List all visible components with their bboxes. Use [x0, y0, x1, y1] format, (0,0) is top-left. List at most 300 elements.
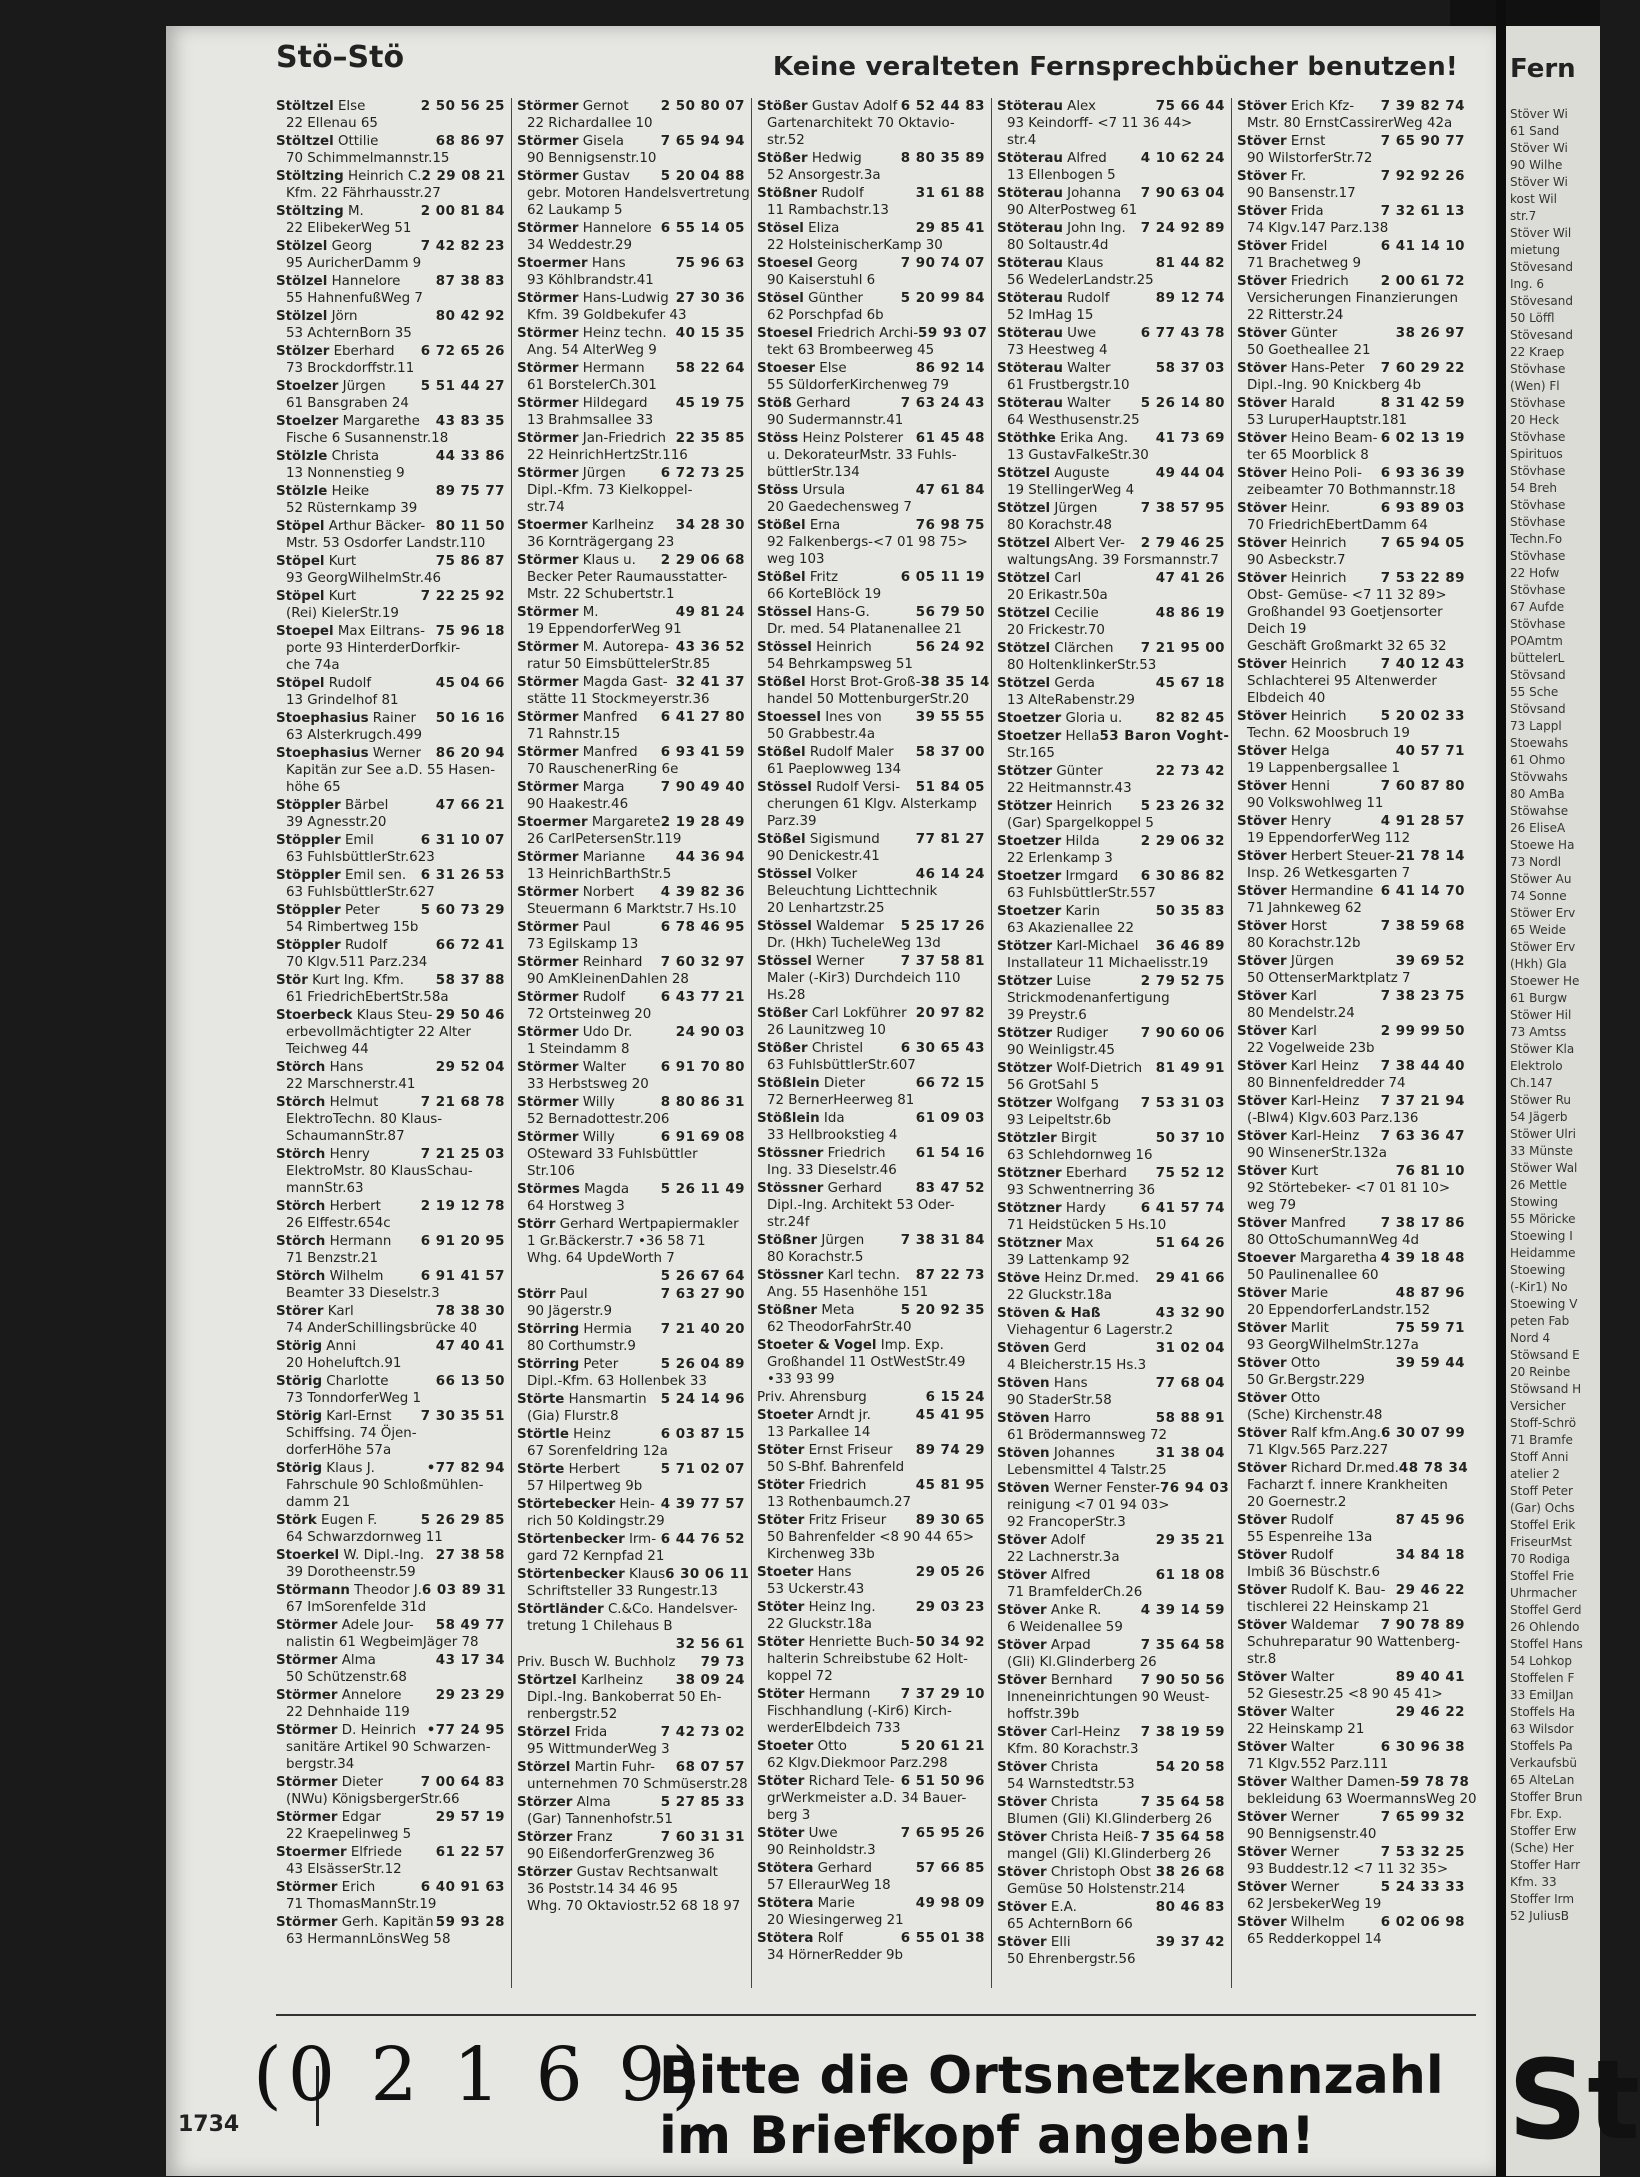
- entry-given: Reinhard: [578, 955, 643, 970]
- entry-surname: Stöver: [1237, 99, 1287, 114]
- entry-main-line: [276, 937, 505, 954]
- adjacent-page-line: 67 Aufde: [1510, 600, 1565, 614]
- entry-surname: Stoever: [1237, 1251, 1296, 1266]
- entry-name: [276, 483, 369, 500]
- listing-entry: [757, 1040, 985, 1074]
- entry-main-line: [517, 779, 745, 796]
- entry-surname: Störmer: [517, 885, 579, 900]
- entry-name: [517, 1129, 615, 1146]
- listing-entry: [276, 1233, 505, 1267]
- entry-phone: 75 96 63: [675, 256, 745, 271]
- entry-main-line: [1237, 360, 1465, 377]
- entry-given: Hansmartin: [564, 1392, 647, 1407]
- entry-surname: Stöltzing: [276, 169, 344, 184]
- entry-main-line: [276, 343, 505, 360]
- entry-name: [517, 1426, 611, 1443]
- entry-address: 74 AnderSchillingsbrücke 40: [286, 1321, 478, 1336]
- entry-phone: 81 44 82: [1155, 256, 1225, 271]
- listing-entry: [997, 1375, 1225, 1409]
- entry-address: 80 Soltaustr.4d: [1007, 238, 1109, 253]
- adjacent-page-line: Stöwer Hil: [1510, 1008, 1572, 1022]
- entry-surname: Stössel: [757, 919, 812, 934]
- entry-address: Insp. 26 Wetkesgarten 7: [1247, 866, 1411, 881]
- adjacent-page-line: 90 Wilhe: [1510, 158, 1563, 172]
- entry-given: C.&Co. Handelsver-: [603, 1602, 738, 1617]
- entry-name: [517, 1654, 675, 1671]
- entry-name: [276, 343, 395, 360]
- entry-main-line: [1237, 570, 1465, 587]
- entry-name: [997, 1724, 1120, 1741]
- entry-name: [997, 1235, 1094, 1252]
- entry-surname: Stöver: [1237, 989, 1287, 1004]
- entry-address: 19 EppendorferWeg 91: [527, 622, 682, 637]
- entry-address: 19 StellingerWeg 4: [1007, 483, 1135, 498]
- entry-surname: Störmer: [517, 640, 579, 655]
- entry-main-line: [517, 1216, 745, 1233]
- entry-name: [276, 1652, 376, 1669]
- entry-phone: 51 84 05: [915, 780, 985, 795]
- entry-main-line: [997, 1899, 1225, 1916]
- entry-phone: 76 94 03: [1159, 1481, 1230, 1496]
- entry-name: [1237, 238, 1327, 255]
- listing-entry: [997, 1899, 1225, 1933]
- adjacent-page-line: 70 Rodiga: [1510, 1552, 1571, 1566]
- entry-address: tischlerei 22 Heinskamp 21: [1247, 1600, 1430, 1615]
- entry-phone: 7 30 35 51: [420, 1409, 505, 1424]
- entry-main-line: [517, 133, 745, 150]
- entry-address: 6 Weidenallee 59: [1007, 1620, 1123, 1635]
- entry-surname: Stöpel: [276, 589, 325, 604]
- adjacent-page-line: Stövhase: [1510, 583, 1566, 597]
- entry-address: 63 FuhlsbüttlerStr.607: [767, 1058, 916, 1073]
- entry-name: [517, 465, 626, 482]
- entry-phone: 40 57 71: [1395, 744, 1465, 759]
- entry-surname: Stötzel: [997, 501, 1051, 516]
- entry-name: [517, 1356, 618, 1373]
- entry-given: Margarethe: [338, 414, 420, 429]
- entry-surname: Störmer: [517, 431, 579, 446]
- entry-name: [276, 378, 386, 395]
- entry-phone: 45 19 75: [675, 396, 745, 411]
- entry-address: 39 Dorotheenstr.59: [286, 1565, 416, 1580]
- entry-given: Hannelore: [327, 274, 401, 289]
- entry-given: Gustav: [578, 169, 630, 184]
- entry-main-line: [1237, 1285, 1465, 1302]
- entry-main-line: [757, 569, 985, 586]
- entry-address: 52 ImHag 15: [1007, 308, 1094, 323]
- entry-address: 90 Sudermannstr.41: [767, 413, 904, 428]
- entry-surname: Stöver: [1237, 1129, 1287, 1144]
- entry-address: gebr. Motoren Handelsvertretung: [527, 186, 750, 201]
- entry-given: Hans-Ludwig: [578, 291, 669, 306]
- entry-main-line: [997, 570, 1225, 587]
- entry-given: Heinrich: [1286, 709, 1347, 724]
- entry-phone: 5 60 73 29: [420, 903, 505, 918]
- entry-given: Cecilie: [1050, 606, 1099, 621]
- entry-main-line: [517, 325, 745, 342]
- entry-surname: Stöver: [997, 1603, 1047, 1618]
- listing-entry: [517, 709, 745, 743]
- listing-entry: [1237, 953, 1465, 987]
- adjacent-page-line: 61 Burgw: [1510, 991, 1568, 1005]
- entry-surname: Störmer: [517, 710, 579, 725]
- entry-phone: 5 26 29 85: [420, 1513, 505, 1528]
- entry-main-line: [517, 674, 745, 691]
- entry-given: Gerhard: [823, 1181, 883, 1196]
- entry-given: Gustav Adolf: [807, 99, 898, 114]
- entry-surname: Stöver: [1237, 571, 1287, 586]
- entry-given: Manfred: [578, 745, 638, 760]
- entry-phone: 29 41 66: [1155, 1271, 1225, 1286]
- entry-main-line: [276, 1460, 505, 1477]
- entry-main-line: [517, 1268, 745, 1285]
- entry-name: [517, 552, 636, 569]
- entry-name: [757, 744, 894, 761]
- entry-name: [276, 1094, 378, 1111]
- entry-given: Erich Kfz-: [1286, 99, 1355, 114]
- entry-address: Fahrschule 90 Schloßmühlen-: [286, 1478, 484, 1493]
- entry-main-line: [997, 763, 1225, 780]
- entry-main-line: [276, 273, 505, 290]
- entry-given: Marga: [578, 780, 625, 795]
- entry-given: Hermia: [579, 1322, 632, 1337]
- entry-name: [517, 884, 634, 901]
- listing-entry: [1237, 1425, 1465, 1459]
- entry-main-line: [1237, 1669, 1465, 1686]
- entry-main-line: [517, 1321, 745, 1338]
- entry-address: Kfm. 22 Fährhausstr.27: [286, 186, 441, 201]
- entry-phone: 2 79 52 75: [1140, 974, 1225, 989]
- entry-name: [997, 1672, 1113, 1689]
- entry-main-line: [517, 1864, 745, 1881]
- listing-entry: [997, 570, 1225, 604]
- entry-address: Großhandel 93 Goetjensorter: [1247, 605, 1443, 620]
- entry-address: 63 FuhlsbüttlerStr.557: [1007, 886, 1156, 901]
- entry-address: 39 Lattenkamp 92: [1007, 1253, 1130, 1268]
- entry-surname: Störring: [517, 1357, 580, 1372]
- entry-main-line: [1237, 133, 1465, 150]
- entry-main-line: [997, 1567, 1225, 1584]
- entry-main-line: [757, 1145, 985, 1162]
- listing-entry: [517, 1268, 745, 1285]
- entry-main-line: [1237, 988, 1465, 1005]
- entry-main-line: [276, 133, 505, 150]
- entry-address: 80 Korachstr.12b: [1247, 936, 1361, 951]
- entry-phone: 4 39 18 48: [1380, 1251, 1465, 1266]
- entry-surname: Stössel: [757, 780, 812, 795]
- listing-entry: [1237, 1914, 1465, 1948]
- listing-entry: [997, 833, 1225, 867]
- entry-address: 90 Jägerstr.9: [527, 1304, 612, 1319]
- adjacent-page-line: POAmtm: [1510, 634, 1563, 648]
- entry-name: [757, 604, 870, 621]
- entry-given: Else: [814, 361, 847, 376]
- entry-phone: 6 15 24: [925, 1390, 985, 1405]
- entry-address: 55 Espenreihe 13a: [1247, 1530, 1373, 1545]
- entry-surname: Stöver: [1237, 1845, 1287, 1860]
- entry-main-line: [1237, 656, 1465, 673]
- entry-surname: Stöver: [1237, 1059, 1287, 1074]
- entry-address: 71 Jahnkeweg 62: [1247, 901, 1362, 916]
- entry-address: 61 FriedrichEbertStr.58a: [286, 990, 449, 1005]
- entry-surname: Stoermer: [517, 518, 588, 533]
- entry-phone: 7 63 27 90: [660, 1287, 745, 1302]
- entry-address: 74 Klgv.147 Parz.138: [1247, 221, 1389, 236]
- entry-address: 90 Bennigsenstr.40: [1247, 1827, 1377, 1842]
- entry-name: [1237, 883, 1373, 900]
- entry-phone: 44 33 86: [435, 449, 505, 464]
- entry-address: 52 Ansorgestr.3a: [767, 168, 881, 183]
- entry-main-line: [276, 1512, 505, 1529]
- adjacent-page-line: Stowing: [1510, 1195, 1559, 1209]
- listing-entry: [997, 1165, 1225, 1199]
- entry-phone: 54 20 58: [1155, 1760, 1225, 1775]
- entry-address: 71 Benzstr.21: [286, 1251, 379, 1266]
- entry-given: Werner: [1286, 1810, 1340, 1825]
- entry-address: 90 StaderStr.58: [1007, 1393, 1112, 1408]
- adjacent-page-line: Stoffer Erw: [1510, 1824, 1577, 1838]
- entry-address: Dipl.-Ing. 90 Knickberg 4b: [1247, 378, 1421, 393]
- listing-entry: [517, 1566, 750, 1600]
- entry-address: 93 GeorgWilhelmStr.127a: [1247, 1338, 1419, 1353]
- entry-given: Ursula: [798, 483, 846, 498]
- entry-main-line: [757, 1407, 985, 1424]
- entry-address: 80 Mendelstr.24: [1247, 1006, 1355, 1021]
- entry-surname: Störk: [276, 1513, 317, 1528]
- entry-address: 80 Binnenfeldredder 74: [1247, 1076, 1406, 1091]
- entry-address: Lebensmittel 4 Talstr.25: [1007, 1463, 1167, 1478]
- entry-phone: 29 50 46: [435, 1008, 505, 1023]
- entry-given: Karl: [1286, 989, 1317, 1004]
- entry-address: Blumen (Gli) Kl.Glinderberg 26: [1007, 1812, 1213, 1827]
- adjacent-page-line: Stöwer Ulri: [1510, 1127, 1576, 1141]
- listing-entry: [997, 1794, 1225, 1828]
- entry-name: [1237, 1512, 1333, 1529]
- listing-entry: [997, 1410, 1225, 1444]
- entry-main-line: [517, 1724, 745, 1741]
- entry-address: 22 Kraepelinweg 5: [286, 1827, 412, 1842]
- entry-surname: Stöver: [1237, 1670, 1287, 1685]
- entry-address: Mstr. 80 ErnstCassirerWeg 42a: [1247, 116, 1453, 131]
- entry-given: Ralf kfm.Ang.: [1286, 1426, 1382, 1441]
- entry-given: Henry: [325, 1147, 370, 1162]
- entry-phone: 7 63 36 47: [1380, 1129, 1465, 1144]
- entry-surname: Störch: [276, 1095, 326, 1110]
- entry-phone: 58 37 00: [915, 745, 985, 760]
- listing-entry: [517, 1864, 745, 1915]
- entry-main-line: [517, 1794, 745, 1811]
- entry-name: [997, 570, 1081, 587]
- entry-surname: Stöver: [1237, 814, 1287, 829]
- listing-entry: [517, 133, 745, 167]
- listing-entry: [517, 884, 745, 918]
- entry-name: [517, 1672, 643, 1689]
- entry-name: [997, 1025, 1108, 1042]
- entry-name: [276, 1268, 383, 1285]
- entry-name: [997, 973, 1091, 990]
- entry-surname: Störr: [517, 1217, 556, 1232]
- entry-given: Eberhard: [329, 344, 395, 359]
- entry-address: 54 Warnstedtstr.53: [1007, 1777, 1135, 1792]
- entry-given: Helmut: [325, 1095, 379, 1110]
- entry-given: Walter: [1286, 1705, 1335, 1720]
- entry-phone: 2 00 61 72: [1380, 274, 1465, 289]
- entry-phone: 7 90 60 06: [1140, 1026, 1225, 1041]
- entry-surname: Stössel: [757, 640, 812, 655]
- entry-given: Christa: [1046, 1760, 1099, 1775]
- entry-address: reinigung <7 01 94 03>: [1007, 1498, 1170, 1513]
- entry-phone: 20 97 82: [915, 1006, 985, 1021]
- entry-main-line: [276, 1303, 505, 1320]
- entry-given: Priv. Ahrensburg: [757, 1390, 867, 1405]
- entry-address: •33 93 99: [767, 1372, 835, 1387]
- entry-address: SchaumannStr.87: [286, 1129, 405, 1144]
- entry-address: 90 Bansenstr.17: [1247, 186, 1356, 201]
- entry-name: [997, 938, 1139, 955]
- entry-surname: Stöss: [757, 483, 799, 498]
- entry-name: [1237, 1879, 1339, 1896]
- entry-address: 93 Keindorff- <7 11 36 44>: [1007, 116, 1193, 131]
- entry-address: 64 Westhusenstr.25: [1007, 413, 1140, 428]
- listing-entry: [997, 1829, 1225, 1863]
- entry-phone: 29 35 21: [1155, 1533, 1225, 1548]
- entry-surname: Störmer: [517, 326, 579, 341]
- entry-main-line: [517, 1531, 745, 1548]
- entry-main-line: [276, 1338, 505, 1355]
- entry-main-line: [517, 465, 745, 482]
- entry-address: 90 Bennigsenstr.10: [527, 151, 657, 166]
- entry-surname: Stöver: [1237, 1391, 1287, 1406]
- listing-entry: [997, 150, 1225, 184]
- entry-address: Whg. 70 Oktaviostr.52 68 18 97: [527, 1899, 741, 1914]
- entry-main-line: [757, 1477, 985, 1494]
- entry-given: Gerd: [1049, 1341, 1087, 1356]
- entry-main-line: [276, 98, 505, 115]
- entry-main-line: [276, 518, 505, 535]
- entry-main-line: [276, 238, 505, 255]
- entry-given: Rudolf: [817, 186, 864, 201]
- entry-address: Schlachterei 95 Altenwerder: [1247, 674, 1437, 689]
- adjacent-page-line: 20 Reinbe: [1510, 1365, 1571, 1379]
- listing-entry: [1237, 1390, 1465, 1424]
- listing-entry: [517, 1724, 745, 1758]
- entry-name: [1237, 570, 1347, 587]
- entry-given: Friedrich: [804, 1478, 867, 1493]
- entry-given: Heinrich: [1052, 799, 1112, 814]
- entry-phone: 22 73 42: [1155, 764, 1225, 779]
- listing-entry: [757, 517, 985, 568]
- entry-phone: 7 90 78 89: [1380, 1618, 1465, 1633]
- listing-entry: [276, 168, 505, 202]
- listing-columns: [271, 98, 1477, 1988]
- entry-phone: 4 39 82 36: [660, 885, 745, 900]
- listing-entry: [1237, 325, 1465, 359]
- entry-phone: 58 88 91: [1155, 1411, 1225, 1426]
- entry-given: Christa: [1046, 1795, 1099, 1810]
- entry-address: dorferHöhe 57a: [286, 1443, 392, 1458]
- entry-address: rich 50 Koldingstr.29: [527, 1514, 665, 1529]
- entry-surname: Stöterau: [997, 221, 1063, 236]
- entry-address: 63 FuhlsbüttlerStr.627: [286, 885, 435, 900]
- entry-main-line: [997, 1724, 1225, 1741]
- entry-surname: Stöver: [1237, 744, 1287, 759]
- entry-name: [1237, 1390, 1320, 1407]
- entry-main-line: [276, 1373, 505, 1390]
- entry-name: [517, 604, 599, 621]
- entry-address: 52 Rüsternkamp 39: [286, 501, 418, 516]
- entry-given: Hella: [1061, 729, 1100, 744]
- entry-given: Marianne: [578, 850, 646, 865]
- adjacent-page-line: str.7: [1510, 209, 1537, 223]
- entry-name: [276, 1303, 354, 1320]
- entry-address: Inneneinrichtungen 90 Weust-: [1007, 1690, 1210, 1705]
- entry-address: 13 Rothenbaumch.27: [767, 1495, 912, 1510]
- entry-main-line: [276, 1652, 505, 1669]
- entry-main-line: [276, 902, 505, 919]
- entry-main-line: [517, 1356, 745, 1373]
- entry-phone: 7 21 25 03: [420, 1147, 505, 1162]
- entry-phone: 6 02 13 19: [1380, 431, 1465, 446]
- entry-phone: 7 38 23 75: [1380, 989, 1465, 1004]
- page-number: 1734: [178, 2112, 240, 2137]
- entry-surname: Stöthke: [997, 431, 1056, 446]
- listing-entry: [997, 1934, 1225, 1968]
- entry-address: porte 93 HinterderDorfkir-: [286, 641, 461, 656]
- listing-entry: [997, 1340, 1225, 1374]
- entry-main-line: [1237, 203, 1465, 220]
- entry-name: [757, 150, 862, 167]
- entry-main-line: [1237, 1704, 1465, 1721]
- entry-name: [997, 430, 1128, 447]
- entry-name: [757, 709, 882, 726]
- entry-main-line: [1237, 1774, 1470, 1791]
- entry-name: [757, 1407, 871, 1424]
- entry-main-line: [757, 1267, 985, 1284]
- entry-name: [276, 1879, 375, 1896]
- entry-surname: Stöver: [1237, 1094, 1287, 1109]
- entry-given: Heinrich: [1286, 536, 1347, 551]
- entry-address: Kapitän zur See a.D. 55 Hasen-: [286, 763, 496, 778]
- listing-entry: [276, 238, 505, 272]
- listing-entry: [757, 290, 985, 324]
- entry-address: 22 Ellenau 65: [286, 116, 378, 131]
- entry-phone: 5 24 14 96: [660, 1392, 745, 1407]
- entry-phone: 49 81 24: [675, 605, 745, 620]
- entry-name: [276, 448, 379, 465]
- entry-surname: Stöter: [757, 1443, 805, 1458]
- entry-address: Obst- Gemüse- <7 11 32 89>: [1247, 588, 1447, 603]
- entry-address: 90 Volkswohlweg 11: [1247, 796, 1384, 811]
- entry-surname: Stöltzing: [276, 204, 344, 219]
- entry-main-line: [517, 1636, 745, 1653]
- entry-phone: 6 93 89 03: [1380, 501, 1465, 516]
- entry-address: (Sche) Kirchenstr.48: [1247, 1408, 1383, 1423]
- entry-given: Eberhard: [1061, 1166, 1127, 1181]
- entry-address: 20 Erikastr.50a: [1007, 588, 1108, 603]
- entry-main-line: [276, 1059, 505, 1076]
- entry-main-line: [757, 1773, 985, 1790]
- entry-name: [517, 98, 629, 115]
- entry-main-line: [517, 1566, 750, 1583]
- entry-surname: Stoelzer: [276, 379, 339, 394]
- entry-main-line: [757, 1302, 985, 1319]
- entry-address: 73 TonndorferWeg 1: [286, 1391, 421, 1406]
- entry-given: Uwe: [1062, 326, 1097, 341]
- adjacent-page-line: (Wen) Fl: [1510, 379, 1560, 393]
- listing-entry: [757, 1005, 985, 1039]
- entry-main-line: [276, 1408, 505, 1425]
- directory-page: [166, 26, 1496, 2176]
